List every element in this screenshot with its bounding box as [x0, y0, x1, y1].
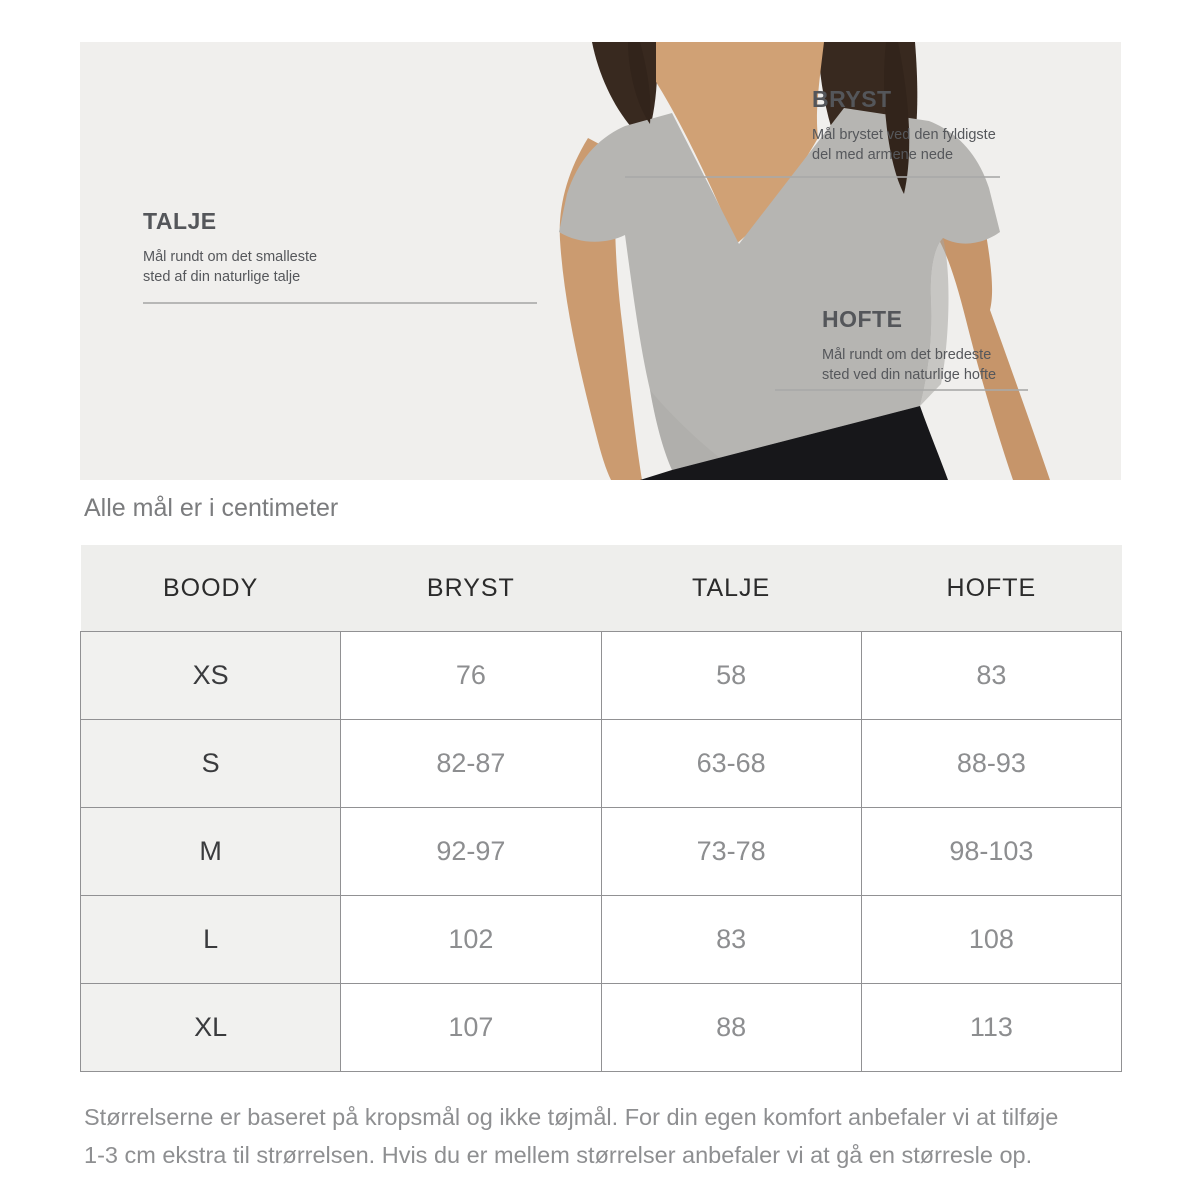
size-chart-table [80, 545, 1122, 1072]
size-label: M [81, 808, 341, 896]
bryst-value: 82-87 [341, 720, 601, 808]
bryst-measure-line [625, 176, 1000, 178]
units-note: Alle mål er i centimeter [84, 494, 339, 522]
bryst-annotation-title: BRYST [812, 86, 892, 112]
talje-measure-line [143, 302, 537, 304]
column-header-bryst: BRYST [341, 545, 601, 632]
hofte-value: 88-93 [861, 720, 1121, 808]
table-row [81, 632, 1122, 720]
sizing-disclaimer-line2: 1-3 cm ekstra til strørrelsen. Hvis du er mellem størrelser anbefaler vi at gå en størresle op. [84, 1142, 1033, 1168]
talje-value: 63-68 [601, 720, 861, 808]
hofte-value: 83 [861, 632, 1121, 720]
hofte-annotation-title: HOFTE [822, 306, 903, 332]
talje-value: 58 [601, 632, 861, 720]
talje-value: 73-78 [601, 808, 861, 896]
size-label: S [81, 720, 341, 808]
bryst-value: 102 [341, 896, 601, 984]
column-header-talje: TALJE [601, 545, 861, 632]
talje-annotation-desc: Mål rundt om det smalleste sted af din naturlige talje [143, 249, 318, 286]
talje-annotation-title: TALJE [143, 208, 217, 234]
sizing-disclaimer [84, 1098, 1154, 1174]
size-label: XL [81, 984, 341, 1072]
sizing-disclaimer-line1: Størrelserne er baseret på kropsmål og ikke tøjmål. For din egen komfort anbefaler vi at tilføje [84, 1104, 1059, 1130]
bryst-value: 76 [341, 632, 601, 720]
hofte-value: 108 [861, 896, 1121, 984]
bryst-annotation [812, 86, 1012, 166]
size-label: L [81, 896, 341, 984]
bryst-value: 92-97 [341, 808, 601, 896]
table-row [81, 896, 1122, 984]
size-label: XS [81, 632, 341, 720]
size-chart-header-row [81, 545, 1122, 632]
talje-annotation [143, 208, 343, 288]
table-row [81, 984, 1122, 1072]
column-header-boody: BOODY [81, 545, 341, 632]
bryst-annotation-desc: Mål brystet ved den fyldigste del med armene nede [812, 127, 996, 164]
hofte-value: 113 [861, 984, 1121, 1072]
size-guide-photo-panel [80, 42, 1121, 480]
table-row [81, 720, 1122, 808]
column-header-hofte: HOFTE [861, 545, 1121, 632]
bryst-value: 107 [341, 984, 601, 1072]
hofte-value: 98-103 [861, 808, 1121, 896]
hofte-measure-line [775, 389, 1028, 391]
table-row [81, 808, 1122, 896]
hofte-annotation [822, 306, 1022, 386]
hofte-annotation-desc: Mål rundt om det bredeste sted ved din naturlige hofte [822, 347, 997, 384]
talje-value: 88 [601, 984, 861, 1072]
talje-value: 83 [601, 896, 861, 984]
